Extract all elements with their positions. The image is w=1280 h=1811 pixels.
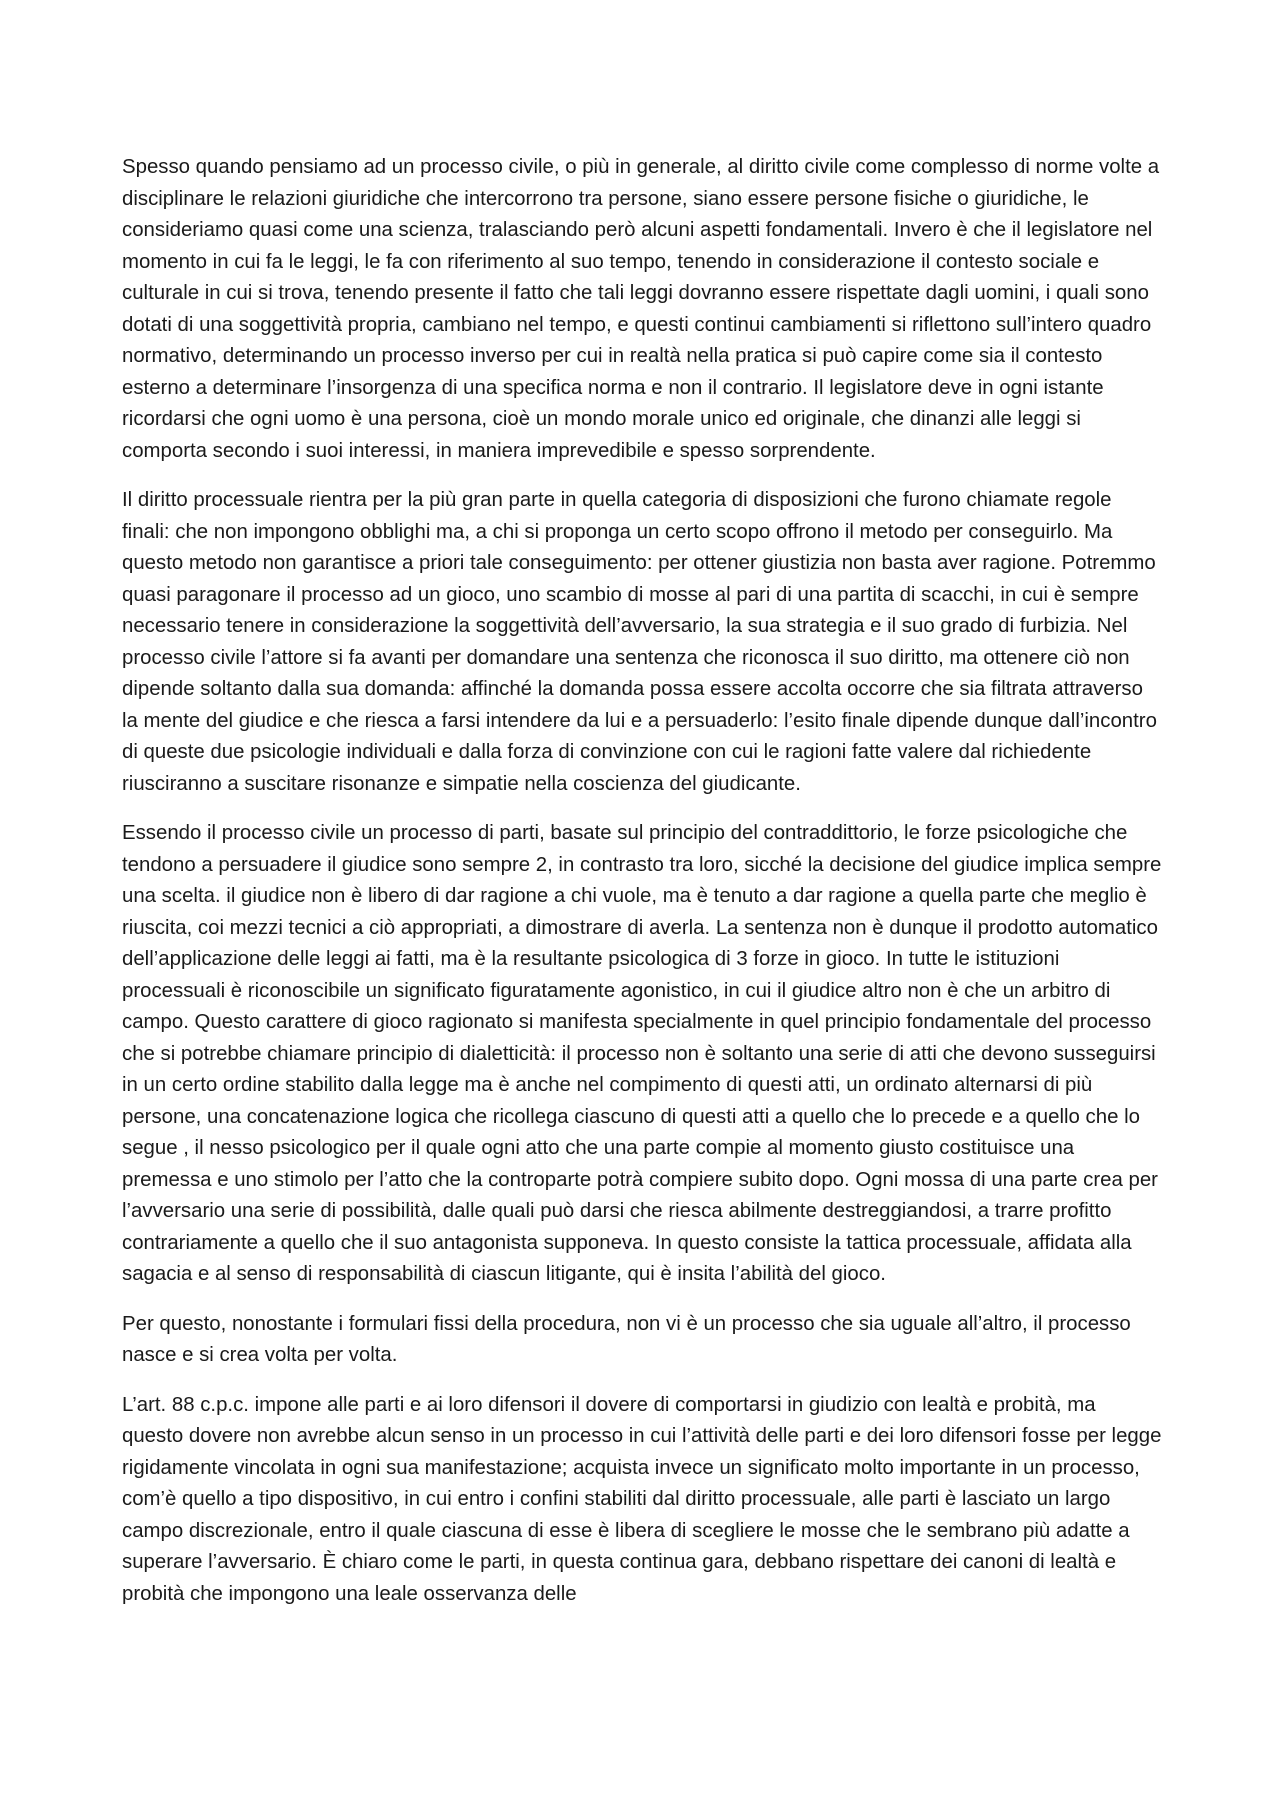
paragraph-4: Per questo, nonostante i formulari fissi della procedura, non vi è un processo che sia uguale all’altro, il processo nasce e si crea volta per volta. xyxy=(122,1312,1131,1366)
document-body xyxy=(122,152,1162,1628)
paragraph-1: Spesso quando pensiamo ad un processo civile, o più in generale, al diritto civile come complesso di norme volte a disciplinare le relazioni giuridiche che intercorrono tra persone, siano essere persone fisiche o giuridiche, le consideriamo quasi come una scienza, tralasciando però alcuni aspetti fondamentali. Invero è che il legislatore nel momento in cui fa le leggi, le fa con riferimento al suo tempo, tenendo in considerazione il contesto sociale e culturale in cui si trova, tenendo presente il fatto che tali leggi dovranno essere rispettate dagli uomini, i quali sono dotati di una soggettività propria, cambiano nel tempo, e questi continui cambiamenti si riflettono sull’intero quadro normativo, determinando un processo inverso per cui in realtà nella pratica si può capire come sia il contesto esterno a determinare l’insorgenza di una specifica norma e non il contrario. Il legislatore deve in ogni istante ricordarsi che ogni uomo è una persona, cioè un mondo morale unico ed originale, che dinanzi alle leggi si comporta secondo i suoi interessi, in maniera imprevedibile e spesso sorprendente. xyxy=(122,156,1160,462)
paragraph-2: Il diritto processuale rientra per la più gran parte in quella categoria di disposizioni che furono chiamate regole finali: che non impongono obblighi ma, a chi si proponga un certo scopo offrono il metodo per conseguirlo. Ma questo metodo non garantisce a priori tale conseguimento: per ottener giustizia non basta aver ragione. Potremmo quasi paragonare il processo ad un gioco, uno scambio di mosse al pari di una partita di scacchi, in cui è sempre necessario tenere in considerazione la soggettività dell’avversario, la sua strategia e il suo grado di furbizia. Nel processo civile l’attore si fa avanti per domandare una sentenza che riconosca il suo diritto, ma ottenere ciò non dipende soltanto dalla sua domanda: affinché la domanda possa essere accolta occorre che sia filtrata attraverso la mente del giudice e che riesca a farsi intendere da lui e a persuaderlo: l’esito finale dipende dunque dall’incontro di queste due psicologie individuali e dalla forza di convinzione con cui le ragioni fatte valere dal richiedente riusciranno a suscitare risonanze e simpatie nella coscienza del giudicante. xyxy=(122,489,1157,795)
paragraph-3: Essendo il processo civile un processo di parti, basate sul principio del contraddittorio, le forze psicologiche che tendono a persuadere il giudice sono sempre 2, in contrasto tra loro, sicché la decisione del giudice implica sempre una scelta. il giudice non è libero di dar ragione a chi vuole, ma è tenuto a dar ragione a quella parte che meglio è riuscita, coi mezzi tecnici a ciò appropriati, a dimostrare di averla. La sentenza non è dunque il prodotto automatico dell’applicazione delle leggi ai fatti, ma è la resultante psicologica di 3 forze in gioco. In tutte le istituzioni processuali è riconoscibile un significato figuratamente agonistico, in cui il giudice altro non è che un arbitro di campo. Questo carattere di gioco ragionato si manifesta specialmente in quel principio fondamentale del processo che si potrebbe chiamare principio di dialetticità: il processo non è soltanto una serie di atti che devono susseguirsi in un certo ordine stabilito dalla legge ma è anche nel compimento di questi atti, un ordinato alternarsi di più persone, una concatenazione logica che ricollega ciascuno di questi atti a quello che lo precede e a quello che lo segue , il nesso psicologico per il quale ogni atto che una parte compie al momento giusto costituisce una premessa e uno stimolo per l’atto che la controparte potrà compiere subito dopo. Ogni mossa di una parte crea per l’avversario una serie di possibilità, dalle quali può darsi che riesca abilmente destreggiandosi, a trarre profitto contrariamente a quello che il suo antagonista supponeva. In questo consiste la tattica processuale, affidata alla sagacia e al senso di responsabilità di ciascun litigante, qui è insita l’abilità del gioco. xyxy=(122,822,1162,1285)
paragraph-5: L’art. 88 c.p.c. impone alle parti e ai loro difensori il dovere di comportarsi in giudizio con lealtà e probità, ma questo dovere non avrebbe alcun senso in un processo in cui l’attività delle parti e dei loro difensori fosse per legge rigidamente vincolata in ogni sua manifestazione; acquista invece un significato molto importante in un processo, com’è quello a tipo dispositivo, in cui entro i confini stabiliti dal diritto processuale, alle parti è lasciato un largo campo discrezionale, entro il quale ciascuna di esse è libera di scegliere le mosse che le sembrano più adatte a superare l’avversario. È chiaro come le parti, in questa continua gara, debbano rispettare dei canoni di lealtà e probità che impongono una leale osservanza delle xyxy=(122,1393,1162,1605)
